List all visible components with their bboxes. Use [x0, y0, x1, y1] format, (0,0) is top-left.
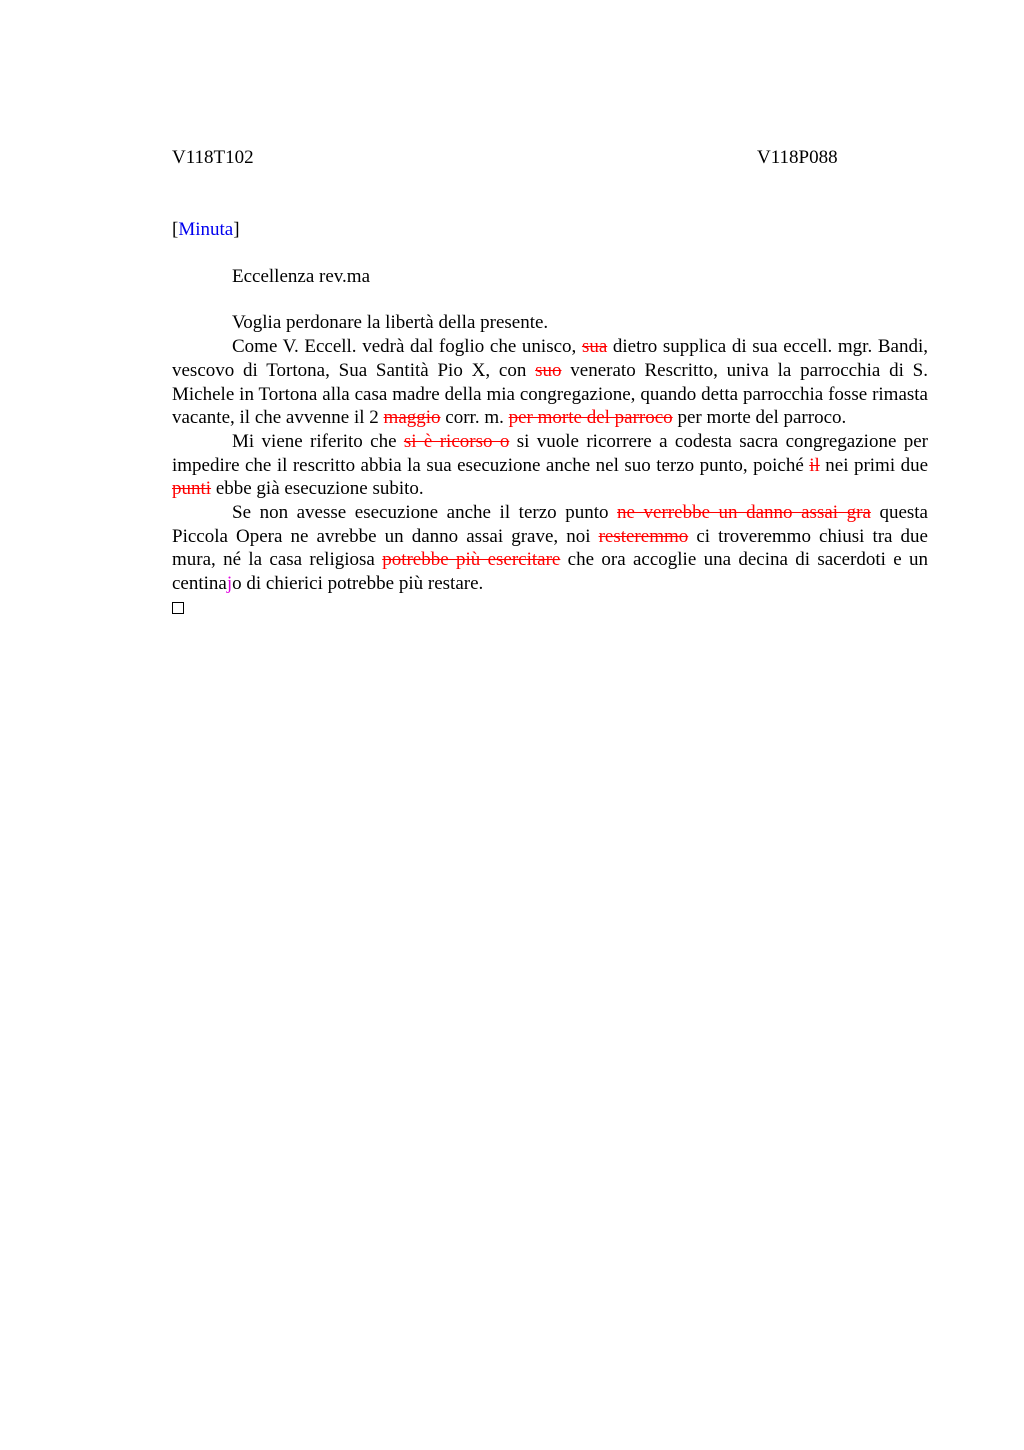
inserted-letter: j: [226, 573, 233, 595]
paragraph-1: [172, 311, 928, 335]
minuta-label: Minuta: [178, 219, 234, 240]
paragraph-4-text-3: ci troveremmo chiusi tra due mura, né la casa religiosa: [172, 525, 928, 571]
deleted-text: maggio: [383, 407, 441, 429]
document-code-left: V118T102: [172, 147, 254, 168]
paragraph-2-text-1: Come V. Eccell. vedrà dal foglio che unisco,: [232, 336, 582, 358]
paragraph-2: [172, 335, 928, 430]
deleted-text: potrebbe più esercitare: [382, 549, 561, 571]
paragraph-1-text: Voglia perdonare la libertà della presente.: [232, 312, 549, 334]
paragraph-2-text-3: venerato Rescritto, univa la parrocchia di S. Michele in Tortona alla casa madre della mia congregazione, quando detta parrocchia fosse rimasta vacante, il che avvenne il 2: [172, 359, 928, 429]
paragraph-2-text-4: corr. m.: [440, 407, 509, 429]
deleted-text: il: [809, 454, 820, 476]
document-header: [172, 146, 928, 170]
paragraph-3-text-3: nei primi due: [819, 454, 929, 476]
paragraph-4-text-4: che ora accoglie una decina di sacerdoti e un centina: [172, 549, 928, 595]
deleted-text: resteremmo: [598, 525, 689, 547]
deleted-text: per morte del parroco: [508, 407, 673, 429]
paragraph-2-text-5: per morte del parroco.: [672, 407, 847, 429]
square-outline-icon: [172, 602, 184, 614]
paragraph-4: [172, 501, 928, 596]
paragraph-3-text-1: Mi viene riferito che: [232, 430, 404, 452]
salutation: Eccellenza rev.ma: [232, 265, 371, 287]
paragraph-4-text-2: questa Piccola Opera ne avrebbe un danno assai grave, noi: [172, 502, 928, 547]
paragraph-3-text-4: ebbe già esecuzione subito.: [211, 478, 424, 500]
minuta-tag: [172, 218, 928, 242]
document-code-right: V118P088: [757, 147, 838, 168]
deleted-text: sua: [581, 336, 608, 358]
minuta-bracket-close: ]: [233, 219, 240, 240]
end-marker: [172, 596, 928, 620]
paragraph-3: [172, 430, 928, 501]
minuta-bracket-open: [: [172, 219, 179, 240]
deleted-text: suo: [535, 359, 562, 381]
document-page: [172, 146, 928, 620]
paragraph-4-text-1: Se non avesse esecuzione anche il terzo punto: [232, 502, 618, 524]
deleted-text: si è ricorso o: [403, 430, 510, 452]
paragraph-3-text-2: si vuole ricorrere a codesta sacra congregazione per impedire che il rescritto abbia la sua esecuzione anche nel suo terzo punto, poiché: [172, 430, 928, 476]
deleted-text: punti: [172, 478, 212, 500]
paragraph-4-text-5: o di chierici potrebbe più restare.: [232, 573, 484, 595]
paragraph-2-text-2: dietro supplica di sua eccell. mgr. Bandi, vescovo di Tortona, Sua Santità Pio X, con: [172, 336, 928, 381]
deleted-text: ne verrebbe un danno assai gra: [617, 502, 871, 524]
